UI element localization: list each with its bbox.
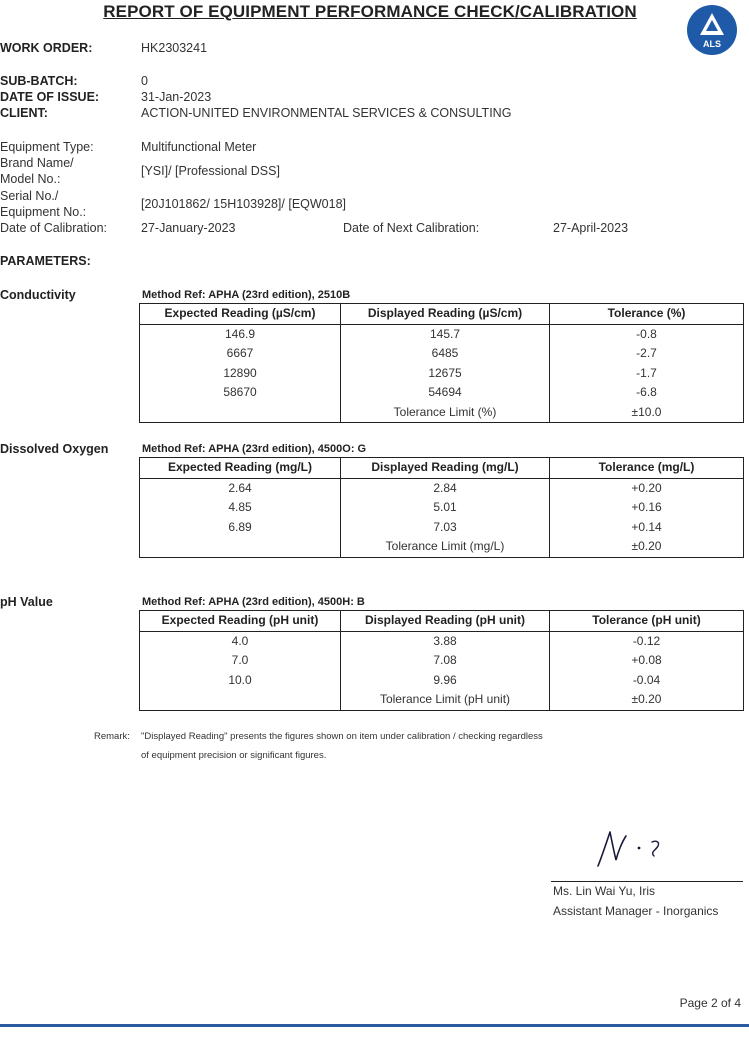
cell-tolerance: +0.08 xyxy=(550,651,744,671)
report-title: REPORT OF EQUIPMENT PERFORMANCE CHECK/CALIBRATION xyxy=(103,2,637,21)
tolerance-limit-label: Tolerance Limit (mg/L) xyxy=(341,537,550,557)
cell-tolerance: +0.16 xyxy=(550,498,744,518)
cell-tolerance: -0.12 xyxy=(550,631,744,651)
header-expected: Expected Reading (µS/cm) xyxy=(140,304,341,325)
table-row xyxy=(140,324,744,344)
tolerance-limit-row xyxy=(140,403,744,423)
next-calibration-value: 27-April-2023 xyxy=(553,221,629,235)
cell-expected: 7.0 xyxy=(140,651,341,671)
brand-value: [YSI]/ [Professional DSS] xyxy=(141,164,280,178)
cell-expected: 10.0 xyxy=(140,671,341,691)
conductivity-section-title: Conductivity xyxy=(0,288,76,302)
cell-tolerance: -1.7 xyxy=(550,364,744,384)
conductivity-table xyxy=(139,303,744,423)
signatory-title: Assistant Manager - Inorganics xyxy=(553,904,719,918)
header-expected: Expected Reading (mg/L) xyxy=(140,458,341,479)
cell-expected: 6.89 xyxy=(140,518,341,538)
table-row xyxy=(140,344,744,364)
serial-label-2: Equipment No.: xyxy=(0,205,87,219)
equipment-type-value: Multifunctional Meter xyxy=(141,140,257,154)
dissolved-oxygen-table xyxy=(139,457,744,558)
remark-label: Remark: xyxy=(94,731,130,742)
cell-expected: 6667 xyxy=(140,344,341,364)
tolerance-limit-row xyxy=(140,537,744,557)
als-logo xyxy=(683,4,741,56)
header-displayed: Displayed Reading (µS/cm) xyxy=(341,304,550,325)
table-header-row xyxy=(140,458,744,479)
logo-text: ALS xyxy=(703,39,721,49)
dissolved-oxygen-method: Method Ref: APHA (23rd edition), 4500O: G xyxy=(142,443,367,455)
cell-tolerance: -0.8 xyxy=(550,324,744,344)
remark-line-1: "Displayed Reading" presents the figures shown on item under calibration / checking regardless xyxy=(141,731,543,742)
cell-displayed: 5.01 xyxy=(341,498,550,518)
header-displayed: Displayed Reading (pH unit) xyxy=(341,611,550,632)
table-row xyxy=(140,364,744,384)
client-value: ACTION-UNITED ENVIRONMENTAL SERVICES & CONSULTING xyxy=(141,106,512,120)
work-order-label: WORK ORDER: xyxy=(0,41,93,55)
table-row xyxy=(140,478,744,498)
cell-displayed: 3.88 xyxy=(341,631,550,651)
cell-expected: 58670 xyxy=(140,383,341,403)
cell-displayed: 2.84 xyxy=(341,478,550,498)
cell-tolerance: -0.04 xyxy=(550,671,744,691)
signatory-name: Ms. Lin Wai Yu, Iris xyxy=(553,884,656,898)
cell-tolerance: -2.7 xyxy=(550,344,744,364)
date-of-issue-value: 31-Jan-2023 xyxy=(141,90,212,104)
cell-displayed: 9.96 xyxy=(341,671,550,691)
header-displayed: Displayed Reading (mg/L) xyxy=(341,458,550,479)
cell-displayed: 7.08 xyxy=(341,651,550,671)
parameters-label: PARAMETERS: xyxy=(0,254,91,268)
ph-value-method: Method Ref: APHA (23rd edition), 4500H: B xyxy=(142,596,365,608)
table-row xyxy=(140,671,744,691)
ph-value-table xyxy=(139,610,744,711)
sub-batch-value: 0 xyxy=(141,74,148,88)
handwritten-signature xyxy=(592,822,672,872)
table-row xyxy=(140,498,744,518)
cell-displayed: 7.03 xyxy=(341,518,550,538)
equipment-type-label: Equipment Type: xyxy=(0,140,94,154)
calibration-date-value: 27-January-2023 xyxy=(141,221,236,235)
cell-expected: 12890 xyxy=(140,364,341,384)
page-number: Page 2 of 4 xyxy=(679,996,741,1010)
header-tolerance: Tolerance (pH unit) xyxy=(550,611,744,632)
header-expected: Expected Reading (pH unit) xyxy=(140,611,341,632)
tolerance-limit-value: ±10.0 xyxy=(550,403,744,423)
calibration-date-label: Date of Calibration: xyxy=(0,221,108,235)
brand-label-2: Model No.: xyxy=(0,172,61,186)
cell-displayed: 145.7 xyxy=(341,324,550,344)
cell-expected: 2.64 xyxy=(140,478,341,498)
table-row xyxy=(140,518,744,538)
cell-displayed: 54694 xyxy=(341,383,550,403)
tolerance-limit-label: Tolerance Limit (pH unit) xyxy=(341,690,550,710)
cell-displayed: 12675 xyxy=(341,364,550,384)
next-calibration-label: Date of Next Calibration: xyxy=(343,221,480,235)
footer-rule xyxy=(0,1024,749,1027)
conductivity-method: Method Ref: APHA (23rd edition), 2510B xyxy=(142,289,351,301)
tolerance-limit-label: Tolerance Limit (%) xyxy=(341,403,550,423)
cell-expected: 4.85 xyxy=(140,498,341,518)
date-of-issue-label: DATE OF ISSUE: xyxy=(0,90,100,104)
client-label: CLIENT: xyxy=(0,106,48,120)
table-row xyxy=(140,631,744,651)
table-header-row xyxy=(140,304,744,325)
sub-batch-label: SUB-BATCH: xyxy=(0,74,78,88)
cell-tolerance: -6.8 xyxy=(550,383,744,403)
serial-value: [20J101862/ 15H103928]/ [EQW018] xyxy=(141,197,347,211)
cell-displayed: 6485 xyxy=(341,344,550,364)
cell-tolerance: +0.14 xyxy=(550,518,744,538)
cell-tolerance: +0.20 xyxy=(550,478,744,498)
work-order-value: HK2303241 xyxy=(141,41,208,55)
tolerance-limit-value: ±0.20 xyxy=(550,537,744,557)
tolerance-limit-value: ±0.20 xyxy=(550,690,744,710)
serial-label-1: Serial No./ xyxy=(0,189,59,203)
dissolved-oxygen-section-title: Dissolved Oxygen xyxy=(0,442,109,456)
cell-expected: 146.9 xyxy=(140,324,341,344)
table-row xyxy=(140,383,744,403)
brand-label-1: Brand Name/ xyxy=(0,156,74,170)
remark-line-2: of equipment precision or significant figures. xyxy=(141,750,327,761)
header-tolerance: Tolerance (%) xyxy=(550,304,744,325)
ph-value-section-title: pH Value xyxy=(0,595,53,609)
table-header-row xyxy=(140,611,744,632)
cell-expected: 4.0 xyxy=(140,631,341,651)
tolerance-limit-row xyxy=(140,690,744,710)
table-row xyxy=(140,651,744,671)
signature-line xyxy=(551,881,743,882)
header-tolerance: Tolerance (mg/L) xyxy=(550,458,744,479)
